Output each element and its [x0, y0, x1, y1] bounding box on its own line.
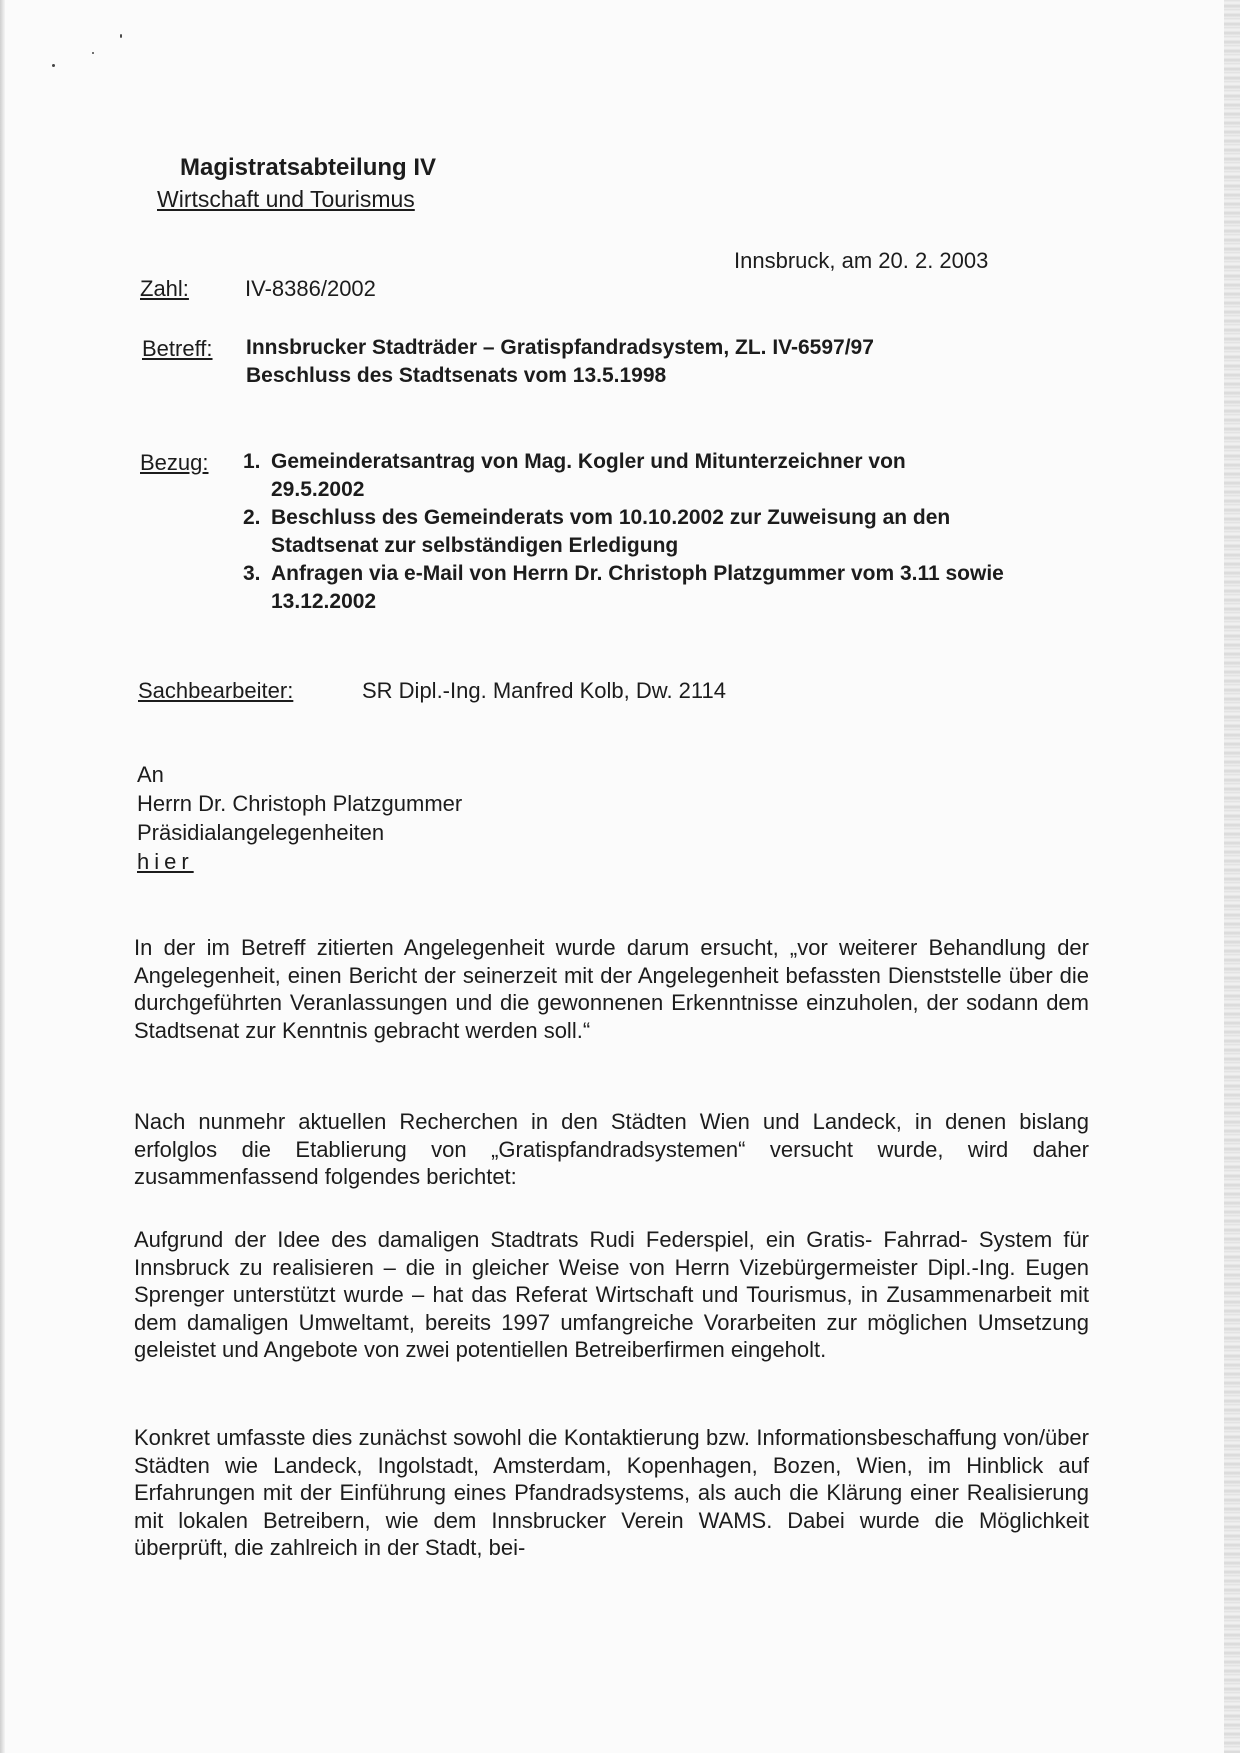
sachbearbeiter-value: SR Dipl.-Ing. Manfred Kolb, Dw. 2114: [362, 678, 726, 703]
letter-date: Innsbruck, am 20. 2. 2003: [734, 248, 989, 273]
recipient-line-3: Präsidialangelegenheiten: [137, 820, 385, 845]
bezug-item-number: 1.: [243, 450, 261, 473]
bezug-item: [243, 448, 1043, 504]
body-paragraph-4: Konkret umfasste dies zunächst sowohl die Kontaktierung bzw. Informationsbeschaffung von/über Städten wie Landeck, Ingolstadt, Amsterdam, Kopenhagen, Bozen, Wien, im Hinblick auf Erfahrungen mit der Einführung eines Pfandradsystems, als auch die Klärung einer Realisierung mit lokalen Betreibern, wie dem Innsbrucker Verein WAMS. Dabei wurde die Möglichkeit überprüft, die zahlreich in der Stadt, bei-: [134, 1425, 1089, 1560]
scan-edge-left: [0, 0, 5, 1753]
recipient-line-1: An: [137, 762, 164, 787]
scan-speck: [120, 34, 122, 38]
bezug-item-text: Anfragen via e-Mail von Herrn Dr. Christoph Platzgummer vom 3.11 sowie 13.12.2002: [271, 562, 1004, 613]
bezug-item-text: Gemeinderatsantrag von Mag. Kogler und Mitunterzeichner von 29.5.2002: [271, 450, 906, 501]
bezug-item: [243, 560, 1043, 616]
body-paragraph-2: Nach nunmehr aktuellen Recherchen in den Städten Wien und Landeck, in denen bislang erfolglos die Etablierung von „Gratispfandradsystemen“ versucht wurde, wird daher zusammenfassend folgendes berichtet:: [134, 1109, 1089, 1189]
bezug-item: [243, 504, 1043, 560]
body-paragraph-1: In der im Betreff zitierten Angelegenheit wurde darum ersucht, „vor weiterer Behandlung der Angelegenheit, einen Bericht der seinerzeit mit der Angelegenheit befassten Dienststelle über die durchgeführten Veranlassungen und die gewonnenen Erkenntnisse einzuholen, der sodann dem Stadtsenat zur Kenntnis gebracht werden soll.“: [134, 935, 1089, 1043]
body-paragraph-3: Aufgrund der Idee des damaligen Stadtrats Rudi Federspiel, ein Gratis- Fahrrad- System für Innsbruck zu realisieren – die in gleicher Weise von Herrn Vizebürgermeister Dipl.-Ing. Eugen Sprenger unterstützt wurde – hat das Referat Wirtschaft und Tourismus, in Zusammenarbeit mit dem damaligen Umweltamt, bereits 1997 umfangreiche Vorarbeiten zur möglichen Umsetzung geleistet und Angebote von zwei potentiellen Betreiberfirmen eingeholt.: [134, 1227, 1089, 1362]
bezug-item-number: 3.: [243, 562, 261, 585]
bezug-list: [243, 448, 1043, 616]
recipient-line-2: Herrn Dr. Christoph Platzgummer: [137, 791, 463, 816]
department-division: Wirtschaft und Tourismus: [157, 186, 415, 212]
betreff-label: Betreff:: [142, 336, 213, 361]
recipient-address: [137, 760, 462, 876]
scan-edge-right: [1224, 0, 1240, 1753]
sachbearbeiter-label: Sachbearbeiter:: [138, 678, 294, 703]
recipient-line-4: hier: [137, 849, 194, 874]
zahl-label: Zahl:: [140, 276, 189, 301]
scan-speck: [52, 64, 55, 67]
betreff-line-2: Beschluss des Stadtsenats vom 13.5.1998: [246, 364, 667, 387]
scan-speck: [92, 52, 94, 54]
betreff-line-1: Innsbrucker Stadträder – Gratispfandradsystem, ZL. IV-6597/97: [246, 336, 874, 359]
zahl-value: IV-8386/2002: [245, 276, 376, 301]
bezug-item-number: 2.: [243, 506, 261, 529]
department-name: Magistratsabteilung IV: [180, 154, 437, 181]
bezug-item-text: Beschluss des Gemeinderats vom 10.10.2002 zur Zuweisung an den Stadtsenat zur selbständigen Erledigung: [271, 506, 951, 557]
bezug-label: Bezug:: [140, 450, 209, 475]
